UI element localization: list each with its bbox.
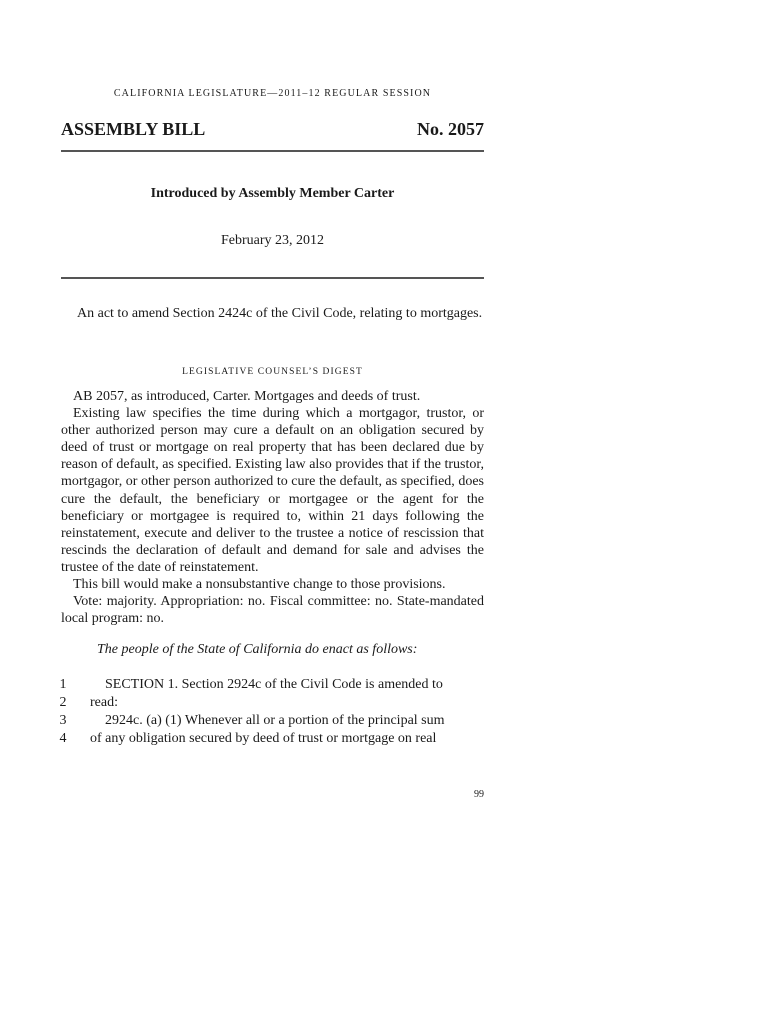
bill-title: ASSEMBLY BILL xyxy=(61,119,206,139)
act-title: An act to amend Section 2424c of the Civil Code, relating to mortgages. xyxy=(77,306,483,321)
line-number: 1 xyxy=(59,677,67,692)
introduction-date: February 23, 2012 xyxy=(220,233,325,248)
line-text: 2924c. (a) (1) Whenever all or a portion of the principal sum xyxy=(105,713,445,728)
introduced-by: Introduced by Assembly Member Carter xyxy=(150,186,395,201)
line-number: 3 xyxy=(59,713,67,728)
bottom-rule xyxy=(61,277,484,279)
line-text: of any obligation secured by deed of trust or mortgage on real xyxy=(90,731,437,746)
line-text: SECTION 1. Section 2924c of the Civil Code is amended to xyxy=(105,677,443,692)
top-rule xyxy=(61,150,484,152)
digest-paragraph: Vote: majority. Appropriation: no. Fiscal committee: no. State-mandated local program: no. xyxy=(61,594,484,627)
enacting-clause: The people of the State of California do enact as follows: xyxy=(97,642,418,657)
bill-line xyxy=(50,712,484,730)
bill-line xyxy=(50,730,484,748)
digest xyxy=(61,388,484,627)
page-number: 99 xyxy=(474,789,484,800)
bill-text xyxy=(50,676,484,748)
digest-paragraph: Existing law specifies the time during which a mortgagor, trustor, or other authorized person may cure a default on an obligation secured by deed of trust or mortgage on real property that has been declared due by reason of default, as specified. Existing law also provides that if the trustor, mortgagor, or other person authorized to cure the default, as specified, does cure the default, the beneficiary or mortgagee or the agent for the beneficiary or mortgagee is required to, within 21 days following the reinstatement, execute and deliver to the trustee a notice of rescission that rescinds the declaration of default and demand for sale and advises the trustee of the date of reinstatement. xyxy=(61,406,484,575)
session-header: CALIFORNIA LEGISLATURE—2011–12 REGULAR SESSION xyxy=(113,88,432,99)
bill-line xyxy=(50,694,484,712)
digest-paragraph: This bill would make a nonsubstantive change to those provisions. xyxy=(73,577,446,593)
line-text: read: xyxy=(90,695,118,710)
digest-paragraph: AB 2057, as introduced, Carter. Mortgages and deeds of trust. xyxy=(73,389,421,404)
line-number: 4 xyxy=(59,731,67,746)
bill-number: No. 2057 xyxy=(417,119,484,139)
line-number: 2 xyxy=(59,695,67,710)
bill-line xyxy=(50,676,484,694)
digest-heading: LEGISLATIVE COUNSEL’S DIGEST xyxy=(182,367,363,377)
